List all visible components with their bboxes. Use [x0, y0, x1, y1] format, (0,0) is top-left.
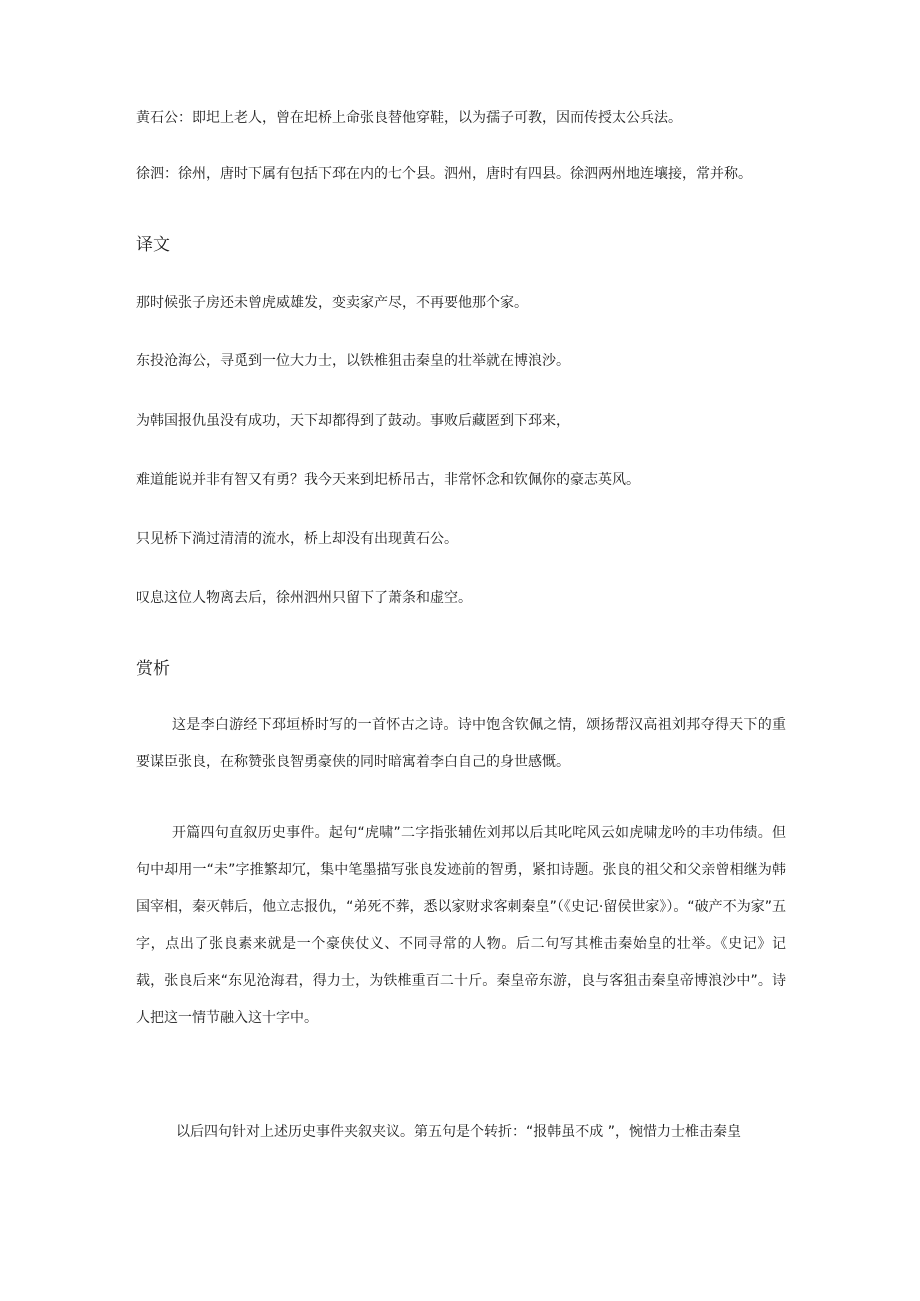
note-huangshigong: 黄石公：即圯上老人，曾在圯桥上命张良替他穿鞋，以为孺子可教，因而传授太公兵法。 [136, 110, 682, 126]
translation-line: 难道能说并非有智又有勇？我今天来到圯桥吊古，非常怀念和钦佩你的豪志英风。 [136, 472, 640, 488]
translation-line: 东投沧海公，寻觅到一位大力士，以铁椎狙击秦皇的壮举就在博浪沙。 [136, 353, 570, 369]
translation-line: 那时候张子房还未曾虎威雄发，变卖家产尽，不再要他那个家。 [136, 295, 528, 311]
appreciation-paragraph: 开篇四句直叙历史事件。起句“虎啸”二字指张辅佐刘邦以后其叱咤风云如虎啸龙吟的丰功伟绩。但句中却用一“未”字推繁却冗，集中笔墨描写张良发迹前的智勇，紧扣诗题。张良的祖父和父亲曾相继为韩国宰相，秦灭韩后，他立志报仇，“弟死不葬，悉以家财求客刺秦皇”（《史记·留侯世家》）。“破产不为家”五字，点出了张良素来就是一个豪侠仗义、不同寻常的人物。后二句写其椎击秦始皇的壮举。《史记》记载，张良后来“东见沧海君，得力士，为铁椎重百二十斤。秦皇帝东游，良与客狙击秦皇帝博浪沙中”。诗人把这一情节融入这十字中。 [136, 825, 786, 1026]
appreciation-heading: 赏析 [136, 659, 170, 679]
translation-line: 叹息这位人物离去后，徐州泗州只留下了萧条和虚空。 [136, 590, 472, 606]
note-xusi: 徐泗：徐州，唐时下属有包括下邳在内的七个县。泗州，唐时有四县。徐泗两州地连壤接，常并称。 [136, 166, 752, 182]
translation-heading: 译文 [136, 235, 170, 255]
translation-line: 只见桥下淌过清清的流水，桥上却没有出现黄石公。 [136, 531, 458, 547]
translation-line: 为韩国报仇虽没有成功，天下却都得到了鼓动。事败后藏匿到下邳来， [136, 413, 570, 429]
appreciation-paragraph: 以后四句针对上述历史事件夹叙夹议。第五句是个转折：“报韩虽不成 ”，惋惜力士椎击秦皇 [176, 1124, 741, 1140]
appreciation-paragraph: 这是李白游经下邳垣桥时写的一首怀古之诗。诗中饱含钦佩之情，颂扬帮汉高祖刘邦夺得天下的重要谋臣张良，在称赞张良智勇豪侠的同时暗寓着李白自己的身世感慨。 [136, 717, 786, 770]
